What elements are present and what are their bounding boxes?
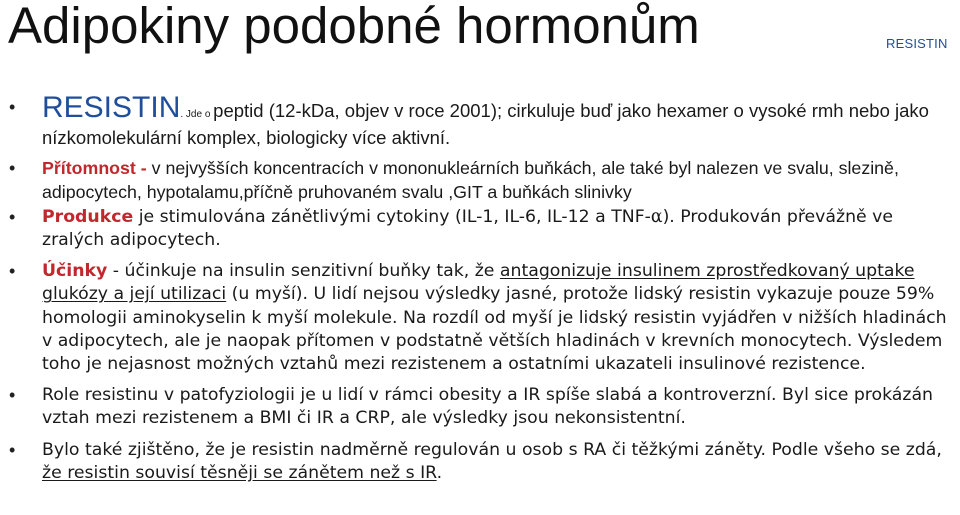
- zjisteno-underlined: že resistin souvisí těsněji se zánětem než s IR: [42, 462, 437, 483]
- slide-title-tag: RESISTIN: [886, 36, 948, 51]
- ucinky-text-b: (u myší). U lidí nejsou výsledky jasné, protože lidský resistin vykazuje pouze 59% homologii aminokyselin k myší molekule. Na rozdíl od myší je lidský resistin vyjádřen v nižších hladinách v adipocytech, ale je naopak přítomen v podstatně větších hladinách v krevních monocytech. Výsledem toho je nejasnost možných vztahů mezi rezistenem a ostatními ukazateli insulinové rezistence.: [42, 284, 947, 375]
- resistin-small-text: Jde o: [183, 109, 214, 120]
- bullet-dot-icon: •: [9, 206, 16, 227]
- ucinky-text-a: - účinkuje na insulin senzitivní buňky tak, že: [107, 261, 500, 282]
- pritomnost-text: v nejvyšších koncentracích v mononukleárních buňkách, ale také byl nalezen ve svalu, slezině, adipocytech, hypotalamu,příčně pruhovaném svalu ,GIT a buňkách slinivky: [42, 158, 899, 202]
- ucinky-heading: Účinky: [42, 261, 108, 282]
- bullet-list: [0, 91, 960, 485]
- resistin-text: peptid (12-kDa, objev v roce 2001); cirkuluje buď jako hexamer o vysoké rmh nebo jako nízkomolekulární komplex, biologicky více aktivní.: [42, 100, 929, 149]
- zjisteno-text-a: Bylo také zjištěno, že je resistin nadměrně regulován u osob s RA či těžkými záněty. Podle všeho se zdá,: [42, 439, 942, 460]
- bullet-dot-icon: •: [9, 158, 16, 179]
- bullet-dot-icon: •: [9, 439, 16, 460]
- bullet-dot-icon: •: [9, 97, 16, 117]
- bullet-zjisteno: [0, 439, 960, 485]
- alpha-symbol: α: [650, 206, 663, 227]
- produkce-text-2: ). Produkován převážně ve zralých adipocytech.: [42, 206, 894, 251]
- pritomnost-heading: Přítomnost -: [42, 158, 147, 179]
- bullet-pritomnost: [0, 157, 960, 203]
- role-text: Role resistinu v patofyziologii je u lidí v rámci obesity a IR spíše slabá a kontroverzní. Byl sice prokázán vztah mezi rezistenem a BMI či IR a CRP, ale výsledky jsou nekonsistentní.: [42, 385, 934, 429]
- produkce-text: je stimulována zánětlivými cytokiny (IL-1, IL-6, IL-12 a TNF-: [133, 206, 651, 227]
- slide-title: Adipokiny podobné hormonům: [8, 0, 700, 54]
- bullet-role: [0, 384, 960, 430]
- bullet-resistin: [0, 91, 960, 149]
- bullet-dot-icon: •: [9, 261, 16, 282]
- resistin-sep: .: [180, 109, 184, 120]
- bullet-produkce: [0, 206, 960, 252]
- produkce-heading: Produkce: [42, 206, 134, 227]
- bullet-ucinky: [0, 260, 960, 376]
- zjisteno-text-b: .: [436, 462, 443, 483]
- bullet-dot-icon: •: [9, 385, 16, 406]
- resistin-heading: RESISTIN: [42, 91, 181, 124]
- ucinky-underlined: antagonizuje insulinem zprostředkovaný uptake glukózy a její utilizaci: [42, 261, 915, 305]
